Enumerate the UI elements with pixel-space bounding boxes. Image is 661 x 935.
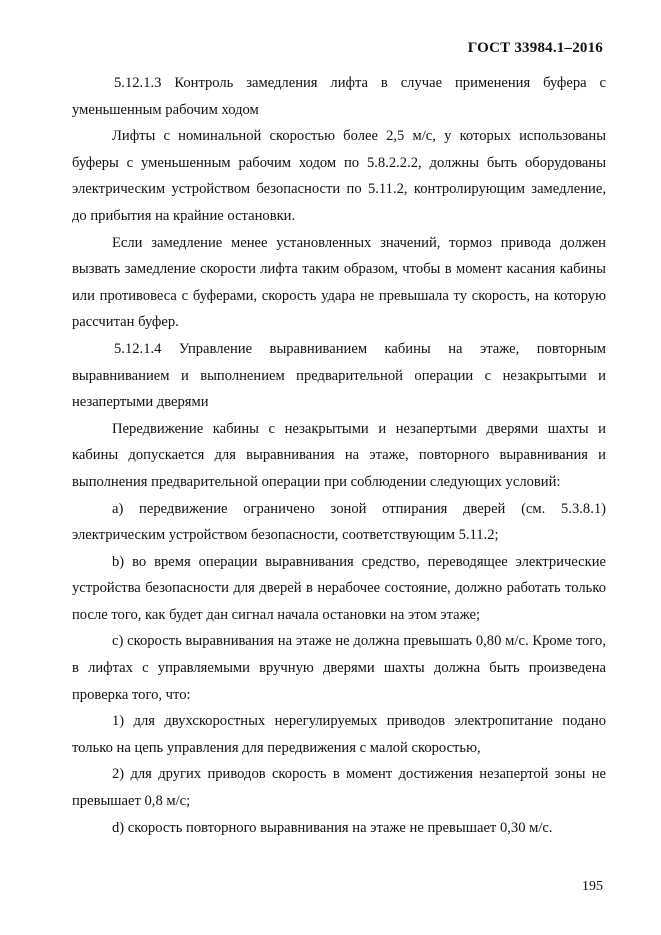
page-number: 195	[582, 879, 603, 894]
paragraph: Передвижение кабины с незакрытыми и незапертыми дверями шахты и кабины допускается для выравнивания на этаже, повторного выравнивания и выполнения предварительной операции при соблюдении следующих условий:	[72, 420, 606, 490]
paragraph: Лифты с номинальной скоростью более 2,5 м/с, у которых использованы буферы с уменьшенным рабочим ходом по 5.8.2.2.2, должны быть оборудованы электрическим устройством безопасности по 5.11.2, контролирующим замедление, до прибытия на крайние остановки.	[72, 128, 606, 224]
sub-list-item-2: 2) для других приводов скорость в момент достижения незапертой зоны не превышает 0,8 м/с;	[72, 766, 606, 810]
paragraph: Если замедление менее установленных значений, тормоз привода должен вызвать замедление скорости лифта таким образом, чтобы в момент касания кабины или противовеса с буферами, скорость удара не превышала ту скорость, на которую рассчитан буфер.	[72, 234, 606, 331]
list-item-c: c) скорость выравнивания на этаже не должна превышать 0,80 м/с. Кроме того, в лифтах с управляемыми вручную дверями шахты должна быть произведена проверка того, что:	[72, 633, 606, 703]
sub-list-item-1: 1) для двухскоростных нерегулируемых приводов электропитание подано только на цепь управления для передвижения с малой скоростью,	[72, 713, 606, 756]
document-body	[72, 70, 606, 841]
section-heading-5-12-1-4: 5.12.1.4 Управление выравниванием кабины на этаже, повторным выравниванием и выполнением предварительной операции с незакрытыми и незапертыми дверями	[72, 340, 606, 411]
list-item-b: b) во время операции выравнивания средство, переводящее электрические устройства безопасности для дверей в нерабочее состояние, должно работать только после того, как будет дан сигнал начала остановки на этом этаже;	[72, 553, 606, 623]
section-heading-5-12-1-3: 5.12.1.3 Контроль замедления лифта в случае применения буфера с уменьшенным рабочим ходом	[72, 75, 606, 118]
list-item-d: d) скорость повторного выравнивания на этаже не превышает 0,30 м/с.	[112, 819, 553, 836]
document-header: ГОСТ 33984.1–2016	[467, 40, 603, 56]
list-item-a: a) передвижение ограничено зоной отпирания дверей (см. 5.3.8.1) электрическим устройством безопасности, соответствующим 5.11.2;	[72, 500, 606, 544]
